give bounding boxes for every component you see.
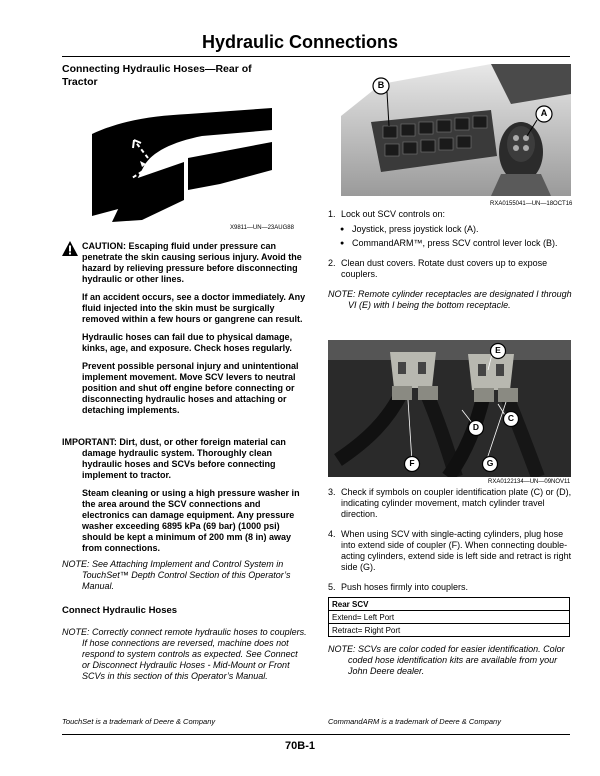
important-block bbox=[62, 437, 308, 554]
step-1: 1. Lock out SCV controls on: bbox=[328, 209, 446, 219]
image1-caption: RXA0155041—UN—18OCT16 bbox=[490, 201, 573, 207]
couplers-photo bbox=[328, 340, 571, 477]
important-text-2: Steam cleaning or using a high pressure washer in the area around the SCV connections and electronics can damage equipment. Any pressure washer exceeding 6895 kPa (69 bar) (1000 psi) should be kept a minimum of 200 mm (8 in) away from connections. bbox=[82, 488, 300, 553]
left-image-caption: X9811—UN—23AUG88 bbox=[230, 225, 294, 231]
table-row: Retract= Right Port bbox=[329, 624, 570, 637]
subheading-connect: Connect Hydraulic Hoses bbox=[62, 605, 178, 616]
console-joystick-photo bbox=[341, 64, 571, 196]
callout-c: C bbox=[507, 413, 515, 423]
caution-text-3: Hydraulic hoses can fail due to physical damage, kinks, age, and exposure. Check hoses regularly. bbox=[82, 332, 293, 353]
title-rule bbox=[62, 56, 570, 57]
callout-a: A bbox=[540, 108, 548, 118]
page-title: Hydraulic Connections bbox=[201, 32, 399, 52]
callout-e: E bbox=[495, 345, 501, 355]
step-1-bullet-1: ● Joystick, press joystick lock (A). bbox=[328, 224, 572, 235]
table-header: Rear SCV bbox=[329, 598, 570, 611]
steps-3-5 bbox=[328, 487, 572, 593]
footer-commandarm: CommandARM is a trademark of Deere & Company bbox=[328, 717, 501, 726]
warning-triangle-icon bbox=[62, 241, 80, 257]
table-row: Extend= Left Port bbox=[329, 611, 570, 624]
caution-text-1: CAUTION: Escaping fluid under pressure can penetrate the skin causing serious injury. Avoid the hazard by relieving pressure before disconnecting hydraulic or other lines. bbox=[82, 241, 302, 284]
note-correct-connection: NOTE: Correctly connect remote hydraulic hoses to couplers. If hose connections are reversed, machine does not respond to system controls as expected. See Connect or Disconnect Hydraulic Hoses - Mid-Mount or Front SCVs in this section of this Operator’s Manual. bbox=[62, 627, 307, 681]
rear-scv-table bbox=[328, 597, 570, 637]
fluid-injection-illustration bbox=[92, 100, 272, 222]
step-3: 3. Check if symbols on coupler identification plate (C) or (D), indicating cylinder movement, match cylinder travel direction. bbox=[328, 487, 572, 519]
caution-block bbox=[82, 241, 310, 416]
footer-touchset: TouchSet is a trademark of Deere & Company bbox=[62, 717, 216, 726]
footer-rule bbox=[62, 734, 570, 735]
page-number: 70B-1 bbox=[285, 740, 315, 752]
section-heading: Connecting Hydraulic Hoses—Rear of Tractor bbox=[62, 63, 252, 88]
callout-g: G bbox=[486, 458, 494, 468]
image2-caption: RXA0122134—UN—09NOV11 bbox=[488, 479, 571, 485]
caution-text-2: If an accident occurs, see a doctor immediately. Any fluid injected into the skin must be surgically removed within a few hours or gangrene can result. bbox=[82, 292, 306, 324]
callout-d: D bbox=[472, 422, 480, 432]
callout-f: F bbox=[409, 458, 415, 468]
important-text-1: IMPORTANT: Dirt, dust, or other foreign material can damage hydraulic system. Thoroughly clean hydraulic hoses and SCVs before connecting implement to tractor. bbox=[62, 437, 286, 480]
left-column bbox=[62, 63, 308, 88]
callout-b: B bbox=[377, 80, 385, 90]
caution-text-4: Prevent possible personal injury and unintentional implement movement. Move SCV levers to neutral position and shut off engine before connecting or disconnecting hydraulic hoses and attaching or detaching implements. bbox=[82, 361, 299, 415]
step-2: 2. Clean dust covers. Rotate dust covers up to expose couplers. bbox=[328, 258, 548, 279]
note-receptacles: NOTE: Remote cylinder receptacles are designated I through VI (E) with I being the bottom receptacle. bbox=[328, 289, 572, 310]
steps-1-2 bbox=[328, 209, 572, 311]
step-1-bullet-2: ● CommandARM™, press SCV control lever lock (B). bbox=[328, 238, 572, 249]
step-4: 4. When using SCV with single-acting cylinders, plug hose into extend side of coupler (F). When connecting double-acting cylinders, extend side is left side and retract is right side (G). bbox=[328, 529, 572, 572]
note-touchset: NOTE: See Attaching Implement and Control System in TouchSet™ Depth Control Section of this Operator’s Manual. bbox=[62, 559, 291, 591]
step-5: 5. Push hoses firmly into couplers. bbox=[328, 582, 469, 592]
note-color-coded: NOTE: SCVs are color coded for easier identification. Color coded hose identification kits are available from your John Deere dealer. bbox=[328, 644, 565, 676]
